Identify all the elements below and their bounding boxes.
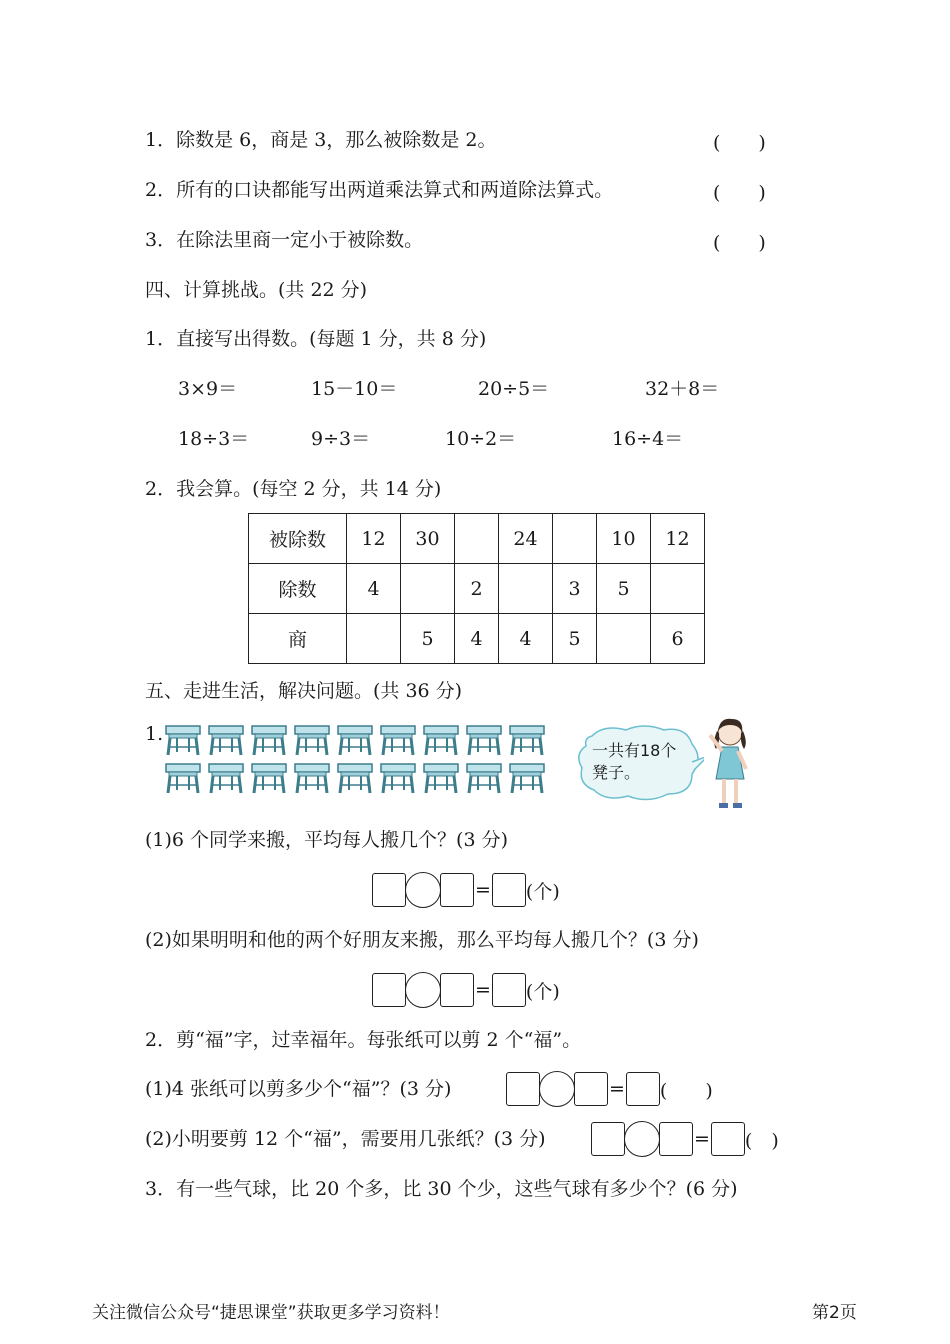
operator-circle[interactable] xyxy=(539,1071,575,1107)
table-cell[interactable] xyxy=(455,514,499,564)
table-row xyxy=(249,564,705,614)
calc-5: 18÷3＝ xyxy=(178,428,250,450)
stool-icon xyxy=(381,764,415,793)
table-cell: 商 xyxy=(249,614,347,664)
equals-sign: = xyxy=(609,1078,625,1100)
section-5-q2a: (1)4 张纸可以剪多少个“福”？(3 分) xyxy=(145,1078,452,1100)
equals-sign: = xyxy=(475,879,491,901)
page-number: 第2页 xyxy=(812,1303,857,1323)
stool-icon xyxy=(166,764,200,793)
stools-illustration xyxy=(160,722,560,802)
answer-box[interactable] xyxy=(372,973,406,1007)
table-cell: 10 xyxy=(597,514,651,564)
calc-2: 15－10＝ xyxy=(311,378,398,400)
answer-box[interactable] xyxy=(626,1072,660,1106)
table-row xyxy=(249,514,705,564)
stool-row-top xyxy=(166,726,544,755)
division-table xyxy=(248,513,705,664)
unit-blank[interactable]: ( ) xyxy=(659,1079,713,1102)
stool-icon xyxy=(424,764,458,793)
table-cell: 6 xyxy=(651,614,705,664)
table-cell: 12 xyxy=(347,514,401,564)
answer-box[interactable] xyxy=(711,1122,745,1156)
section-5-q1a: (1)6 个同学来搬，平均每人搬几个？(3 分) xyxy=(145,829,508,851)
answer-box[interactable] xyxy=(372,873,406,907)
calc-1: 3×9＝ xyxy=(178,378,238,400)
stool-icon xyxy=(467,764,501,793)
unit-label: (个) xyxy=(525,880,560,903)
section-5-q1-number: 1. xyxy=(145,723,164,745)
stool-icon xyxy=(424,726,458,755)
unit-label: (个) xyxy=(525,980,560,1003)
operator-circle[interactable] xyxy=(624,1121,660,1157)
table-cell: 2 xyxy=(455,564,499,614)
table-cell[interactable] xyxy=(347,614,401,664)
calc-7: 10÷2＝ xyxy=(445,428,517,450)
stool-icon xyxy=(166,726,200,755)
section-5-q3: 3．有一些气球，比 20 个多，比 30 个少，这些气球有多少个？(6 分) xyxy=(145,1178,738,1200)
formula-q2a xyxy=(506,1071,713,1107)
table-cell[interactable] xyxy=(499,564,553,614)
stool-icon xyxy=(467,726,501,755)
answer-box[interactable] xyxy=(440,973,474,1007)
answer-box[interactable] xyxy=(440,873,474,907)
judge-answer-3[interactable]: ( ) xyxy=(713,232,766,254)
section-4-q2: 2．我会算。(每空 2 分，共 14 分) xyxy=(145,478,442,500)
answer-box[interactable] xyxy=(506,1072,540,1106)
operator-circle[interactable] xyxy=(405,872,441,908)
answer-box[interactable] xyxy=(492,973,526,1007)
stool-icon xyxy=(252,726,286,755)
bubble-text: 一共有18个凳子。 xyxy=(592,741,677,782)
equals-sign: = xyxy=(475,979,491,1001)
table-cell: 30 xyxy=(401,514,455,564)
table-cell: 除数 xyxy=(249,564,347,614)
judge-item-2: 2．所有的口诀都能写出两道乘法算式和两道除法算式。 xyxy=(145,179,614,201)
stool-icon xyxy=(295,764,329,793)
table-cell[interactable] xyxy=(597,614,651,664)
stool-icon xyxy=(295,726,329,755)
calc-3: 20÷5＝ xyxy=(478,378,550,400)
table-cell: 3 xyxy=(553,564,597,614)
table-cell: 5 xyxy=(553,614,597,664)
stool-icon xyxy=(209,764,243,793)
section-4-q1: 1．直接写出得数。(每题 1 分，共 8 分) xyxy=(145,328,487,350)
formula-q1a xyxy=(372,872,560,908)
operator-circle[interactable] xyxy=(405,972,441,1008)
section-5-title: 五、走进生活，解决问题。(共 36 分) xyxy=(145,680,463,702)
table-cell: 5 xyxy=(401,614,455,664)
stool-icon xyxy=(510,726,544,755)
table-cell: 24 xyxy=(499,514,553,564)
section-5-q1b: (2)如果明明和他的两个好朋友来搬，那么平均每人搬几个？(3 分) xyxy=(145,929,699,951)
table-cell: 4 xyxy=(455,614,499,664)
section-5-q2b: (2)小明要剪 12 个“福”，需要用几张纸？(3 分) xyxy=(145,1128,546,1150)
equals-sign: = xyxy=(694,1128,710,1150)
footer-promo: 关注微信公众号“捷思课堂”获取更多学习资料！ xyxy=(92,1303,450,1323)
table-cell: 5 xyxy=(597,564,651,614)
stool-row-bottom xyxy=(166,764,544,793)
calc-8: 16÷4＝ xyxy=(612,428,684,450)
table-cell[interactable] xyxy=(651,564,705,614)
formula-q2b xyxy=(591,1121,779,1157)
unit-blank[interactable]: ( ) xyxy=(744,1129,779,1152)
calc-6: 9÷3＝ xyxy=(311,428,371,450)
table-cell: 4 xyxy=(499,614,553,664)
stool-icon xyxy=(209,726,243,755)
stool-icon xyxy=(338,764,372,793)
judge-answer-1[interactable]: ( ) xyxy=(713,132,766,154)
table-row xyxy=(249,614,705,664)
table-cell: 被除数 xyxy=(249,514,347,564)
stool-icon xyxy=(510,764,544,793)
table-cell[interactable] xyxy=(553,514,597,564)
judge-item-3: 3．在除法里商一定小于被除数。 xyxy=(145,229,424,251)
stool-icon xyxy=(252,764,286,793)
judge-answer-2[interactable]: ( ) xyxy=(713,182,766,204)
calc-4: 32＋8＝ xyxy=(645,378,720,400)
girl-illustration xyxy=(702,715,760,815)
table-cell: 12 xyxy=(651,514,705,564)
section-5-q2: 2．剪“福”字，过幸福年。每张纸可以剪 2 个“福”。 xyxy=(145,1029,582,1051)
stool-icon xyxy=(381,726,415,755)
table-cell: 4 xyxy=(347,564,401,614)
answer-box[interactable] xyxy=(591,1122,625,1156)
section-4-title: 四、计算挑战。(共 22 分) xyxy=(145,279,368,301)
answer-box[interactable] xyxy=(659,1122,693,1156)
answer-box[interactable] xyxy=(492,873,526,907)
table-cell[interactable] xyxy=(401,564,455,614)
stool-icon xyxy=(338,726,372,755)
answer-box[interactable] xyxy=(574,1072,608,1106)
judge-item-1: 1．除数是 6，商是 3，那么被除数是 2。 xyxy=(145,129,497,151)
formula-q1b xyxy=(372,972,560,1008)
